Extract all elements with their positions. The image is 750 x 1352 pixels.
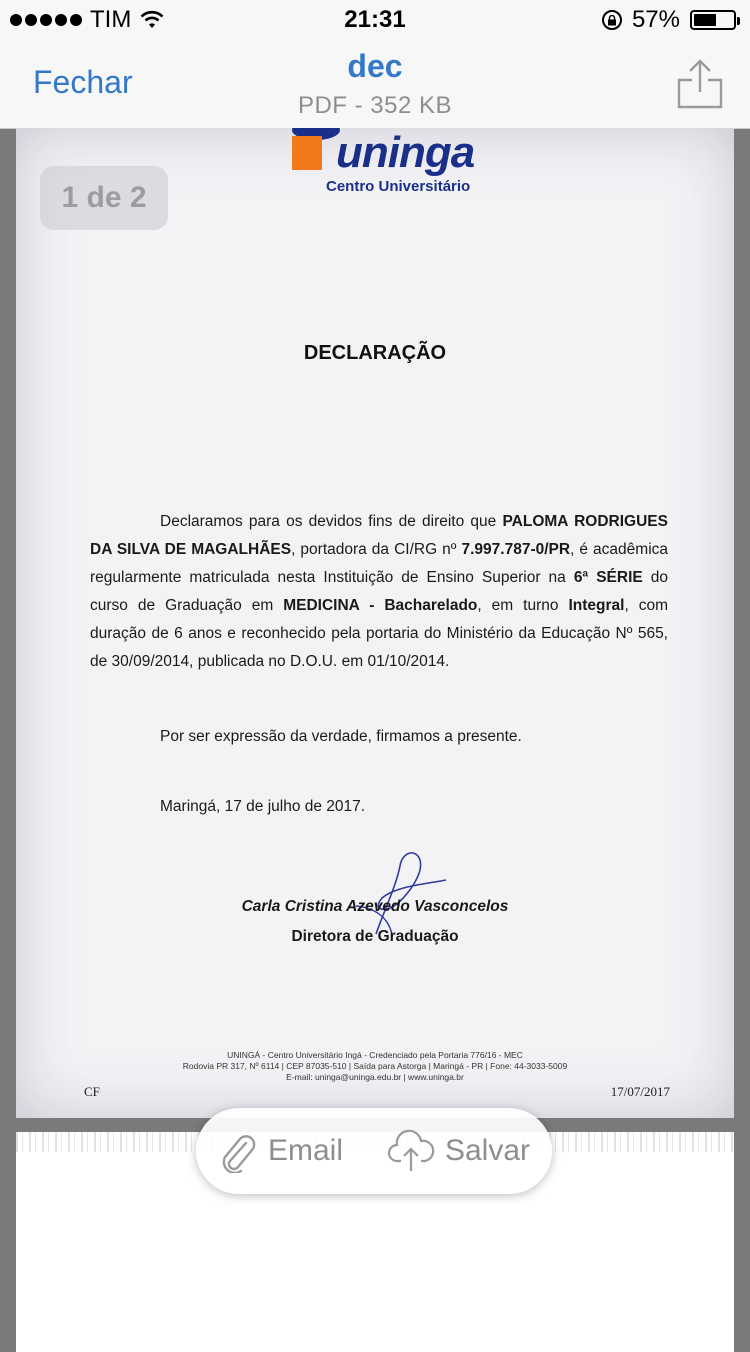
body-text-3: , é acadêmica regularmente matriculada nesta Instituição de Ensino Superior na <box>90 541 669 586</box>
document-info: PDF - 352 KB <box>297 92 453 119</box>
status-bar <box>0 0 750 40</box>
battery-level <box>694 14 716 26</box>
body-text-6: , com duração de 6 anos e reconhecido pela portaria do Ministério da Educação Nº 565, de 30/09/2014, publicada no D.O.U. em 01/10/2014. <box>90 597 669 670</box>
email-label: Email <box>267 1134 343 1167</box>
carrier-name: TIM <box>90 6 132 33</box>
student-serie: 6ª SÉRIE <box>573 569 643 586</box>
clock: 21:31 <box>344 6 406 33</box>
email-button[interactable] <box>218 1129 343 1173</box>
document-footer <box>16 1050 734 1083</box>
body-text-5: , em turno <box>477 597 569 614</box>
logo-emblem <box>284 128 344 174</box>
paperclip-icon <box>218 1129 258 1173</box>
battery-icon <box>690 10 736 30</box>
cloud-upload-icon <box>387 1129 435 1173</box>
course-name: MEDICINA - Bacharelado <box>283 597 478 614</box>
body-text-1: Declaramos para os devidos fins de direito que <box>160 513 503 530</box>
student-rg: 7.997.787-0/PR <box>461 541 571 558</box>
declaration-heading: DECLARAÇÃO <box>303 342 447 364</box>
action-pill <box>196 1108 552 1194</box>
document-title: dec <box>347 48 403 84</box>
save-label: Salvar <box>444 1134 531 1167</box>
footer-line-3: E-mail: uninga@uninga.edu.br | www.uninga.br <box>286 1072 464 1082</box>
pdf-page-1[interactable] <box>16 128 734 1118</box>
logo-subtitle: Centro Universitário <box>326 178 471 195</box>
logo-wordmark: uninga <box>336 128 475 177</box>
print-date: 17/07/2017 <box>610 1084 670 1099</box>
uninga-logo <box>284 128 484 198</box>
place-and-date: Maringá, 17 de julho de 2017. <box>160 798 366 815</box>
page-indicator: 1 de 2 <box>40 166 168 230</box>
close-button[interactable]: Fechar <box>33 64 133 100</box>
handwritten-signature <box>336 846 456 936</box>
student-name: PALOMA RODRIGUES DA SILVA DE MAGALHÃES <box>90 513 668 558</box>
signer-role: Diretora de Graduação <box>291 928 459 945</box>
declaration-body <box>90 508 668 676</box>
body-text-2: , portadora da CI/RG nº <box>291 541 462 558</box>
signer-name: Carla Cristina Azevedo Vasconcelos <box>241 898 509 915</box>
save-button[interactable] <box>387 1129 530 1173</box>
footer-line-2: Rodovia PR 317, Nº 6114 | CEP 87035-510 | Saída para Astorga | Maringá - PR | Fone: 44-3033-5009 <box>182 1061 568 1071</box>
footer-line-1: UNINGÁ - Centro Universitário Ingá - Credenciado pela Portaria 776/16 - MEC <box>227 1050 523 1060</box>
course-shift: Integral <box>568 597 625 614</box>
battery-percent: 57% <box>631 6 680 33</box>
initials-mark: CF <box>84 1084 100 1099</box>
body-text-4: do curso de Graduação em <box>90 569 668 614</box>
rotation-lock-icon <box>602 10 622 30</box>
navigation-bar <box>0 40 750 129</box>
share-icon[interactable] <box>676 58 724 110</box>
closing-sentence: Por ser expressão da verdade, firmamos a presente. <box>160 728 522 745</box>
